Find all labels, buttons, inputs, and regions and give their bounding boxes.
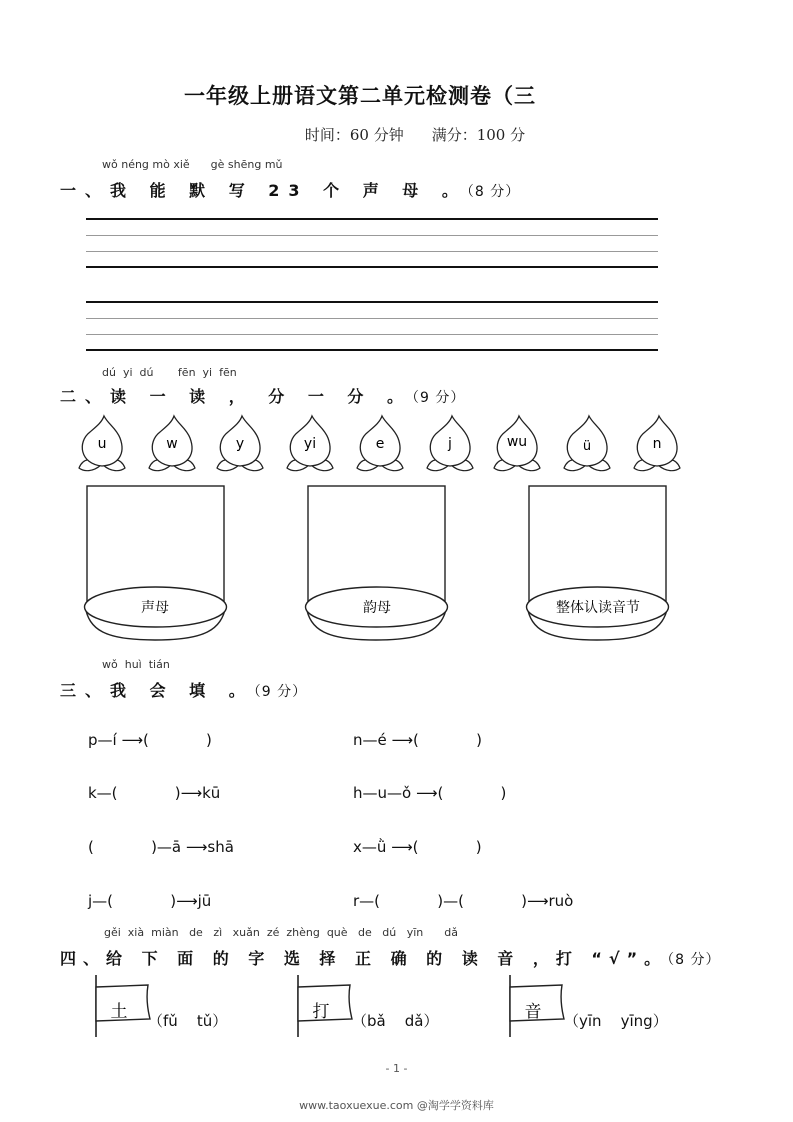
bowl-zhengti[interactable] — [527, 486, 669, 640]
writing-line — [86, 334, 658, 335]
peach-u[interactable] — [79, 416, 125, 471]
sec2-pinyin: dú yi dú fēn yi fēn — [102, 366, 237, 379]
peach-label: wu — [506, 434, 528, 450]
sec4-heading — [60, 946, 720, 969]
bowl-label: 声母 — [141, 600, 169, 616]
peach-label: j — [448, 436, 452, 452]
writing-line — [86, 251, 658, 252]
bowl-yunmu[interactable] — [306, 486, 448, 640]
bowl-label: 整体认读音节 — [556, 600, 640, 616]
flag-tu — [96, 975, 150, 1037]
sec3-heading — [60, 678, 307, 701]
sec2-label: 二、读 一 读 ， 分 一 分 。 — [60, 387, 412, 406]
flag-char: 打 — [312, 1002, 330, 1022]
fill-item[interactable]: p—í ⟶( ) — [88, 731, 212, 749]
peach-label: n — [652, 436, 662, 452]
peach-y[interactable] — [217, 416, 263, 471]
fill-item[interactable]: h—u—ǒ ⟶( ) — [353, 784, 507, 802]
fill-item[interactable]: ( )—ā ⟶shā — [88, 838, 234, 856]
bowl-label: 韵母 — [363, 600, 391, 616]
peach-wu[interactable] — [494, 416, 540, 471]
sec4-pinyin: gěi xià miàn de zì xuǎn zé zhèng què de dú yīn dǎ — [104, 926, 458, 939]
flag-char: 土 — [110, 1002, 128, 1022]
exam-info — [0, 124, 793, 145]
peach-yi[interactable] — [287, 416, 333, 471]
score-info: 满分：100 分 — [431, 126, 526, 144]
writing-line — [86, 301, 658, 303]
writing-line — [86, 218, 658, 220]
fill-item[interactable]: r—( )—( )⟶ruò — [353, 892, 574, 910]
sec4-label: 四、给 下 面 的 字 选 择 正 确 的 读 音 ，打 “√”。 — [60, 949, 668, 968]
peach-n[interactable] — [634, 416, 680, 471]
sec3-label: 三、我 会 填 。 — [60, 681, 254, 700]
peach-label: ü — [582, 439, 592, 454]
bowl-shengmu[interactable] — [85, 486, 227, 640]
peach-label: u — [97, 436, 107, 452]
flag-da — [298, 975, 352, 1037]
sec1-points: （8 分） — [466, 184, 521, 200]
bowl-row — [0, 480, 793, 650]
fill-item[interactable]: j—( )⟶jū — [88, 892, 212, 910]
writing-line — [86, 235, 658, 236]
peach-w[interactable] — [149, 416, 195, 471]
flag-yin — [510, 975, 564, 1037]
peach-label: yi — [303, 436, 317, 452]
page-title: 一年级上册语文第二单元检测卷（三 — [184, 84, 536, 108]
peach-label: e — [375, 436, 385, 452]
peach-e[interactable] — [357, 416, 403, 471]
sec2-heading — [60, 384, 465, 407]
flag-char: 音 — [524, 1002, 542, 1022]
sec3-points: （9 分） — [253, 684, 308, 700]
writing-line — [86, 318, 658, 319]
reading-options[interactable]: （fǔ tǔ） — [148, 1012, 228, 1030]
sec4-points: （8 分） — [667, 952, 721, 968]
reading-options[interactable]: （bǎ dǎ） — [352, 1012, 439, 1030]
fill-item[interactable]: n—é ⟶( ) — [353, 731, 482, 749]
sec3-pinyin: wǒ huì tián — [102, 658, 170, 671]
peach-row — [0, 410, 793, 480]
writing-line — [86, 349, 658, 351]
writing-line — [86, 266, 658, 268]
peach-label: w — [166, 436, 178, 452]
fill-item[interactable]: k—( )⟶kū — [88, 784, 221, 802]
time-info: 时间：60 分钟 — [304, 126, 404, 144]
sec1-label: 一、我 能 默 写 23 个 声 母 。 — [60, 181, 467, 200]
sec1-heading — [60, 178, 520, 201]
peach-j[interactable] — [427, 416, 473, 471]
peach-label: y — [235, 436, 245, 452]
fill-item[interactable]: x—ǜ ⟶( ) — [353, 838, 482, 856]
footer-watermark: www.taoxuexue.com @淘学学资料库 — [299, 1099, 494, 1112]
reading-options[interactable]: （yīn yīng） — [564, 1012, 668, 1030]
page-number: - 1 - — [385, 1062, 408, 1075]
sec2-points: （9 分） — [412, 390, 466, 406]
peach-v[interactable] — [564, 416, 610, 471]
sec1-pinyin: wǒ néng mò xiě gè shēng mǔ — [102, 158, 283, 171]
